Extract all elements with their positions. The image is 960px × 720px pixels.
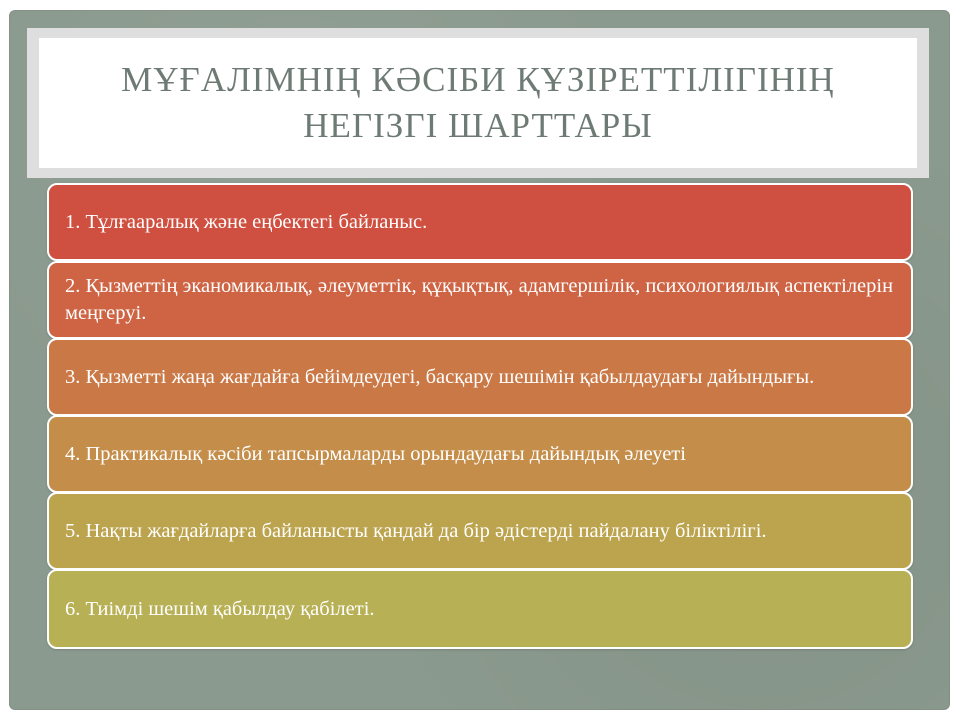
list-item-3: 3. Қызметті жаңа жағдайға бейімдеудегі, басқару шешімін қабылдаудағы дайындығы. [47,338,913,416]
slide-title-line-1: МҰҒАЛІМНІҢ КӘСІБИ ҚҰЗІРЕТТІЛІГІНІҢ [121,60,835,99]
list-item-2: 2. Қызметтің эканомикалық, әлеуметтік, құқықтық, адамгершілік, психологиялық аспектілерін меңгеруі. [47,261,913,339]
title-box [39,38,917,168]
list-item-1: 1. Тұлғааралық және еңбектегі байланыс. [47,183,913,261]
title-frame [27,28,929,178]
list-item-5: 5. Нақты жағдайларға байланысты қандай да бір әдістерді пайдалану біліктілігі. [47,492,913,570]
list-item-4: 4. Практикалық кәсіби тапсырмаларды орындаудағы дайындық әлеуеті [47,415,913,493]
list-item-6: 6. Тиімді шешім қабылдау қабілеті. [47,569,913,649]
slide-background [9,10,950,710]
slide-title-line-2: НЕГІЗГІ ШАРТТАРЫ [303,106,653,145]
